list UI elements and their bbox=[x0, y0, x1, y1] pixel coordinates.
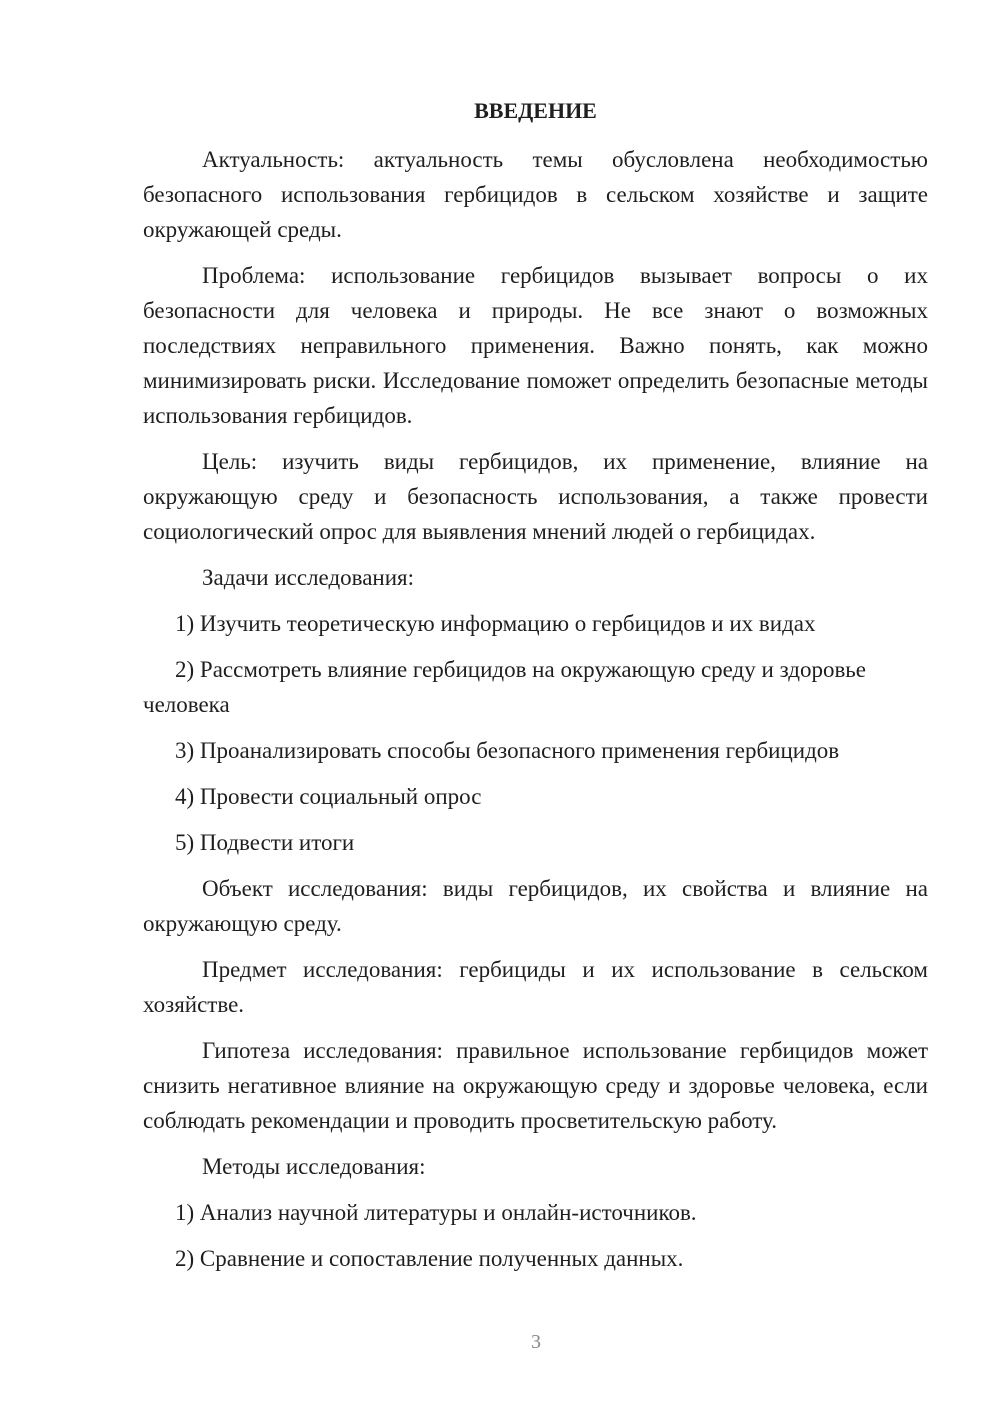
task-item: 5) Подвести итоги bbox=[175, 830, 355, 855]
problem-paragraph: Проблема: использование гербицидов вызывает вопросы о их безопасности для человека и природы. Не все знают о возможных последствиях неправильного применения. Важно понять, как можно минимизировать риски. Исследование поможет определить безопасные методы использования гербицидов. bbox=[143, 263, 928, 428]
section-title: ВВЕДЕНИЕ bbox=[474, 98, 597, 123]
tasks-heading: Задачи исследования: bbox=[202, 565, 415, 590]
document-body bbox=[143, 93, 928, 1287]
task-item: 3) Проанализировать способы безопасного применения гербицидов bbox=[175, 738, 840, 763]
method-item: 1) Анализ научной литературы и онлайн-источников. bbox=[175, 1200, 697, 1225]
methods-heading: Методы исследования: bbox=[202, 1154, 426, 1179]
method-item: 2) Сравнение и сопоставление полученных данных. bbox=[175, 1246, 684, 1271]
relevance-paragraph: Актуальность: актуальность темы обусловлена необходимостью безопасного использования гербицидов в сельском хозяйстве и защите окружающей среды. bbox=[143, 147, 928, 242]
object-paragraph: Объект исследования: виды гербицидов, их свойства и влияние на окружающую среду. bbox=[143, 876, 928, 936]
task-item: 4) Провести социальный опрос bbox=[175, 784, 482, 809]
task-item: 1) Изучить теоретическую информацию о гербицидов и их видах bbox=[175, 611, 816, 636]
page-number: 3 bbox=[531, 1331, 541, 1353]
task-item: 2) Рассмотреть влияние гербицидов на окружающую среду и здоровье человека bbox=[143, 657, 866, 717]
goal-paragraph: Цель: изучить виды гербицидов, их применение, влияние на окружающую среду и безопасность использования, а также провести социологический опрос для выявления мнений людей о гербицидах. bbox=[143, 449, 928, 544]
subject-paragraph: Предмет исследования: гербициды и их использование в сельском хозяйстве. bbox=[143, 957, 928, 1017]
hypothesis-paragraph: Гипотеза исследования: правильное использование гербицидов может снизить негативное влияние на окружающую среду и здоровье человека, если соблюдать рекомендации и проводить просветительскую работу. bbox=[143, 1038, 928, 1133]
